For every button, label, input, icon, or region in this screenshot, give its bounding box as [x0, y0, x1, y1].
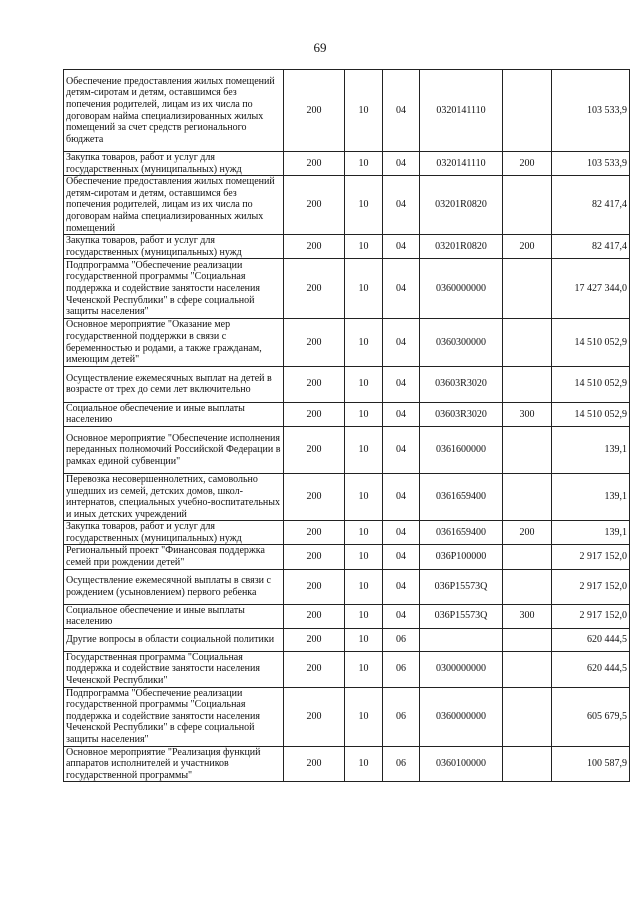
row-subsection-code: 04 [383, 259, 420, 319]
row-description: Подпрограмма "Обеспечение реализации государственной программы "Социальная поддержка и содействие занятости населения Чеченской Республики" в сфере социальной защиты населения" [64, 687, 284, 746]
table-row [64, 545, 630, 569]
row-subsection-code: 04 [383, 545, 420, 569]
row-ministry-code: 200 [284, 604, 345, 628]
row-amount: 103 533,9 [552, 70, 630, 152]
row-section-code: 10 [345, 259, 383, 319]
table-row [64, 628, 630, 651]
row-expense-type [503, 545, 552, 569]
row-expense-type [503, 569, 552, 604]
row-ministry-code: 200 [284, 687, 345, 746]
row-expense-type [503, 176, 552, 235]
row-subsection-code: 04 [383, 235, 420, 259]
row-target-article: 036P15573Q [420, 569, 503, 604]
row-section-code: 10 [345, 569, 383, 604]
row-expense-type [503, 651, 552, 687]
row-amount: 2 917 152,0 [552, 545, 630, 569]
table-row [64, 70, 630, 152]
row-expense-type: 200 [503, 521, 552, 545]
row-description: Государственная программа "Социальная поддержка и содействие занятости населения Чеченской Республики" [64, 651, 284, 687]
table-row [64, 402, 630, 426]
row-description: Обеспечение предоставления жилых помещений детям-сиротам и детям, оставшимся без попечения родителей, лицам из их числа по договорам найма специализированных жилых помещений [64, 176, 284, 235]
row-section-code: 10 [345, 402, 383, 426]
row-ministry-code: 200 [284, 235, 345, 259]
row-target-article: 03201R0820 [420, 235, 503, 259]
row-description: Осуществление ежемесячной выплаты в связи с рождением (усыновлением) первого ребенка [64, 569, 284, 604]
row-target-article: 03603R3020 [420, 366, 503, 402]
row-subsection-code: 04 [383, 152, 420, 176]
row-target-article: 0361600000 [420, 426, 503, 473]
row-ministry-code: 200 [284, 176, 345, 235]
row-amount: 139,1 [552, 473, 630, 520]
table-row [64, 319, 630, 366]
row-amount: 17 427 344,0 [552, 259, 630, 319]
table-row [64, 569, 630, 604]
row-description: Основное мероприятие "Обеспечение исполнения переданных полномочий Российской Федерации в рамках единой субвенции" [64, 426, 284, 473]
row-ministry-code: 200 [284, 319, 345, 366]
row-description: Закупка товаров, работ и услуг для государственных (муниципальных) нужд [64, 152, 284, 176]
row-subsection-code: 06 [383, 687, 420, 746]
row-section-code: 10 [345, 746, 383, 782]
table-row [64, 521, 630, 545]
row-target-article: 0360000000 [420, 687, 503, 746]
row-section-code: 10 [345, 628, 383, 651]
row-ministry-code: 200 [284, 628, 345, 651]
row-subsection-code: 06 [383, 746, 420, 782]
row-description: Социальное обеспечение и иные выплаты населению [64, 604, 284, 628]
row-description: Основное мероприятие "Реализация функций аппаратов исполнителей и участников государственной программы" [64, 746, 284, 782]
row-ministry-code: 200 [284, 366, 345, 402]
row-section-code: 10 [345, 521, 383, 545]
row-amount: 139,1 [552, 426, 630, 473]
table-row [64, 687, 630, 746]
row-section-code: 10 [345, 235, 383, 259]
row-expense-type [503, 628, 552, 651]
row-amount: 139,1 [552, 521, 630, 545]
row-expense-type: 300 [503, 402, 552, 426]
row-amount: 14 510 052,9 [552, 402, 630, 426]
row-target-article [420, 628, 503, 651]
row-target-article: 0320141110 [420, 152, 503, 176]
row-ministry-code: 200 [284, 473, 345, 520]
row-section-code: 10 [345, 70, 383, 152]
row-expense-type: 300 [503, 604, 552, 628]
row-ministry-code: 200 [284, 569, 345, 604]
row-subsection-code: 04 [383, 604, 420, 628]
row-subsection-code: 04 [383, 426, 420, 473]
row-description: Основное мероприятие "Оказание мер государственной поддержки в связи с беременностью и родами, а также гражданам, имеющим детей" [64, 319, 284, 366]
row-section-code: 10 [345, 604, 383, 628]
row-section-code: 10 [345, 687, 383, 746]
table-row [64, 235, 630, 259]
row-expense-type [503, 366, 552, 402]
row-description: Обеспечение предоставления жилых помещений детям-сиротам и детям, оставшимся без попечения родителей, лицам из их числа по договорам найма специализированных жилых помещений за счет средств регионального бюджета [64, 70, 284, 152]
row-target-article: 0360100000 [420, 746, 503, 782]
table-row [64, 473, 630, 520]
budget-table-body [64, 70, 630, 782]
budget-table [63, 69, 630, 782]
table-row [64, 746, 630, 782]
row-section-code: 10 [345, 651, 383, 687]
row-subsection-code: 04 [383, 521, 420, 545]
row-expense-type [503, 426, 552, 473]
row-target-article: 0361659400 [420, 473, 503, 520]
row-subsection-code: 04 [383, 319, 420, 366]
row-ministry-code: 200 [284, 651, 345, 687]
row-section-code: 10 [345, 152, 383, 176]
row-ministry-code: 200 [284, 521, 345, 545]
row-section-code: 10 [345, 366, 383, 402]
row-amount: 2 917 152,0 [552, 569, 630, 604]
table-row [64, 604, 630, 628]
row-target-article: 0300000000 [420, 651, 503, 687]
row-ministry-code: 200 [284, 746, 345, 782]
row-description: Подпрограмма "Обеспечение реализации государственной программы "Социальная поддержка и содействие занятости населения Чеченской Республики" в сфере социальной защиты населения" [64, 259, 284, 319]
table-row [64, 426, 630, 473]
page-number: 69 [313, 40, 327, 55]
row-subsection-code: 04 [383, 176, 420, 235]
row-target-article: 036P15573Q [420, 604, 503, 628]
row-section-code: 10 [345, 176, 383, 235]
row-amount: 82 417,4 [552, 235, 630, 259]
row-target-article: 0360300000 [420, 319, 503, 366]
row-section-code: 10 [345, 319, 383, 366]
row-subsection-code: 04 [383, 70, 420, 152]
row-ministry-code: 200 [284, 259, 345, 319]
row-description: Другие вопросы в области социальной политики [64, 628, 284, 651]
row-description: Закупка товаров, работ и услуг для государственных (муниципальных) нужд [64, 235, 284, 259]
row-amount: 620 444,5 [552, 651, 630, 687]
row-section-code: 10 [345, 473, 383, 520]
row-ministry-code: 200 [284, 402, 345, 426]
row-ministry-code: 200 [284, 545, 345, 569]
table-row [64, 651, 630, 687]
row-amount: 82 417,4 [552, 176, 630, 235]
row-amount: 14 510 052,9 [552, 319, 630, 366]
row-description: Региональный проект "Финансовая поддержка семей при рождении детей" [64, 545, 284, 569]
row-amount: 2 917 152,0 [552, 604, 630, 628]
row-amount: 620 444,5 [552, 628, 630, 651]
row-section-code: 10 [345, 426, 383, 473]
row-subsection-code: 06 [383, 628, 420, 651]
row-subsection-code: 04 [383, 366, 420, 402]
row-target-article: 0360000000 [420, 259, 503, 319]
row-ministry-code: 200 [284, 426, 345, 473]
row-amount: 14 510 052,9 [552, 366, 630, 402]
row-subsection-code: 04 [383, 473, 420, 520]
row-description: Социальное обеспечение и иные выплаты населению [64, 402, 284, 426]
row-expense-type [503, 687, 552, 746]
table-row [64, 176, 630, 235]
row-section-code: 10 [345, 545, 383, 569]
row-ministry-code: 200 [284, 152, 345, 176]
row-amount: 100 587,9 [552, 746, 630, 782]
row-description: Перевозка несовершеннолетних, самовольно ушедших из семей, детских домов, школ-интернатов, специальных учебно-воспитательных и иных детских учреждений [64, 473, 284, 520]
row-description: Закупка товаров, работ и услуг для государственных (муниципальных) нужд [64, 521, 284, 545]
row-description: Осуществление ежемесячных выплат на детей в возрасте от трех до семи лет включительно [64, 366, 284, 402]
table-row [64, 152, 630, 176]
row-expense-type: 200 [503, 235, 552, 259]
row-target-article: 03201R0820 [420, 176, 503, 235]
row-amount: 103 533,9 [552, 152, 630, 176]
row-subsection-code: 04 [383, 402, 420, 426]
row-ministry-code: 200 [284, 70, 345, 152]
row-expense-type [503, 319, 552, 366]
row-expense-type: 200 [503, 152, 552, 176]
row-target-article: 0320141110 [420, 70, 503, 152]
row-expense-type [503, 473, 552, 520]
row-target-article: 03603R3020 [420, 402, 503, 426]
row-target-article: 036P100000 [420, 545, 503, 569]
table-row [64, 366, 630, 402]
row-expense-type [503, 746, 552, 782]
table-row [64, 259, 630, 319]
row-expense-type [503, 259, 552, 319]
row-target-article: 0361659400 [420, 521, 503, 545]
row-amount: 605 679,5 [552, 687, 630, 746]
row-subsection-code: 04 [383, 569, 420, 604]
row-expense-type [503, 70, 552, 152]
row-subsection-code: 06 [383, 651, 420, 687]
